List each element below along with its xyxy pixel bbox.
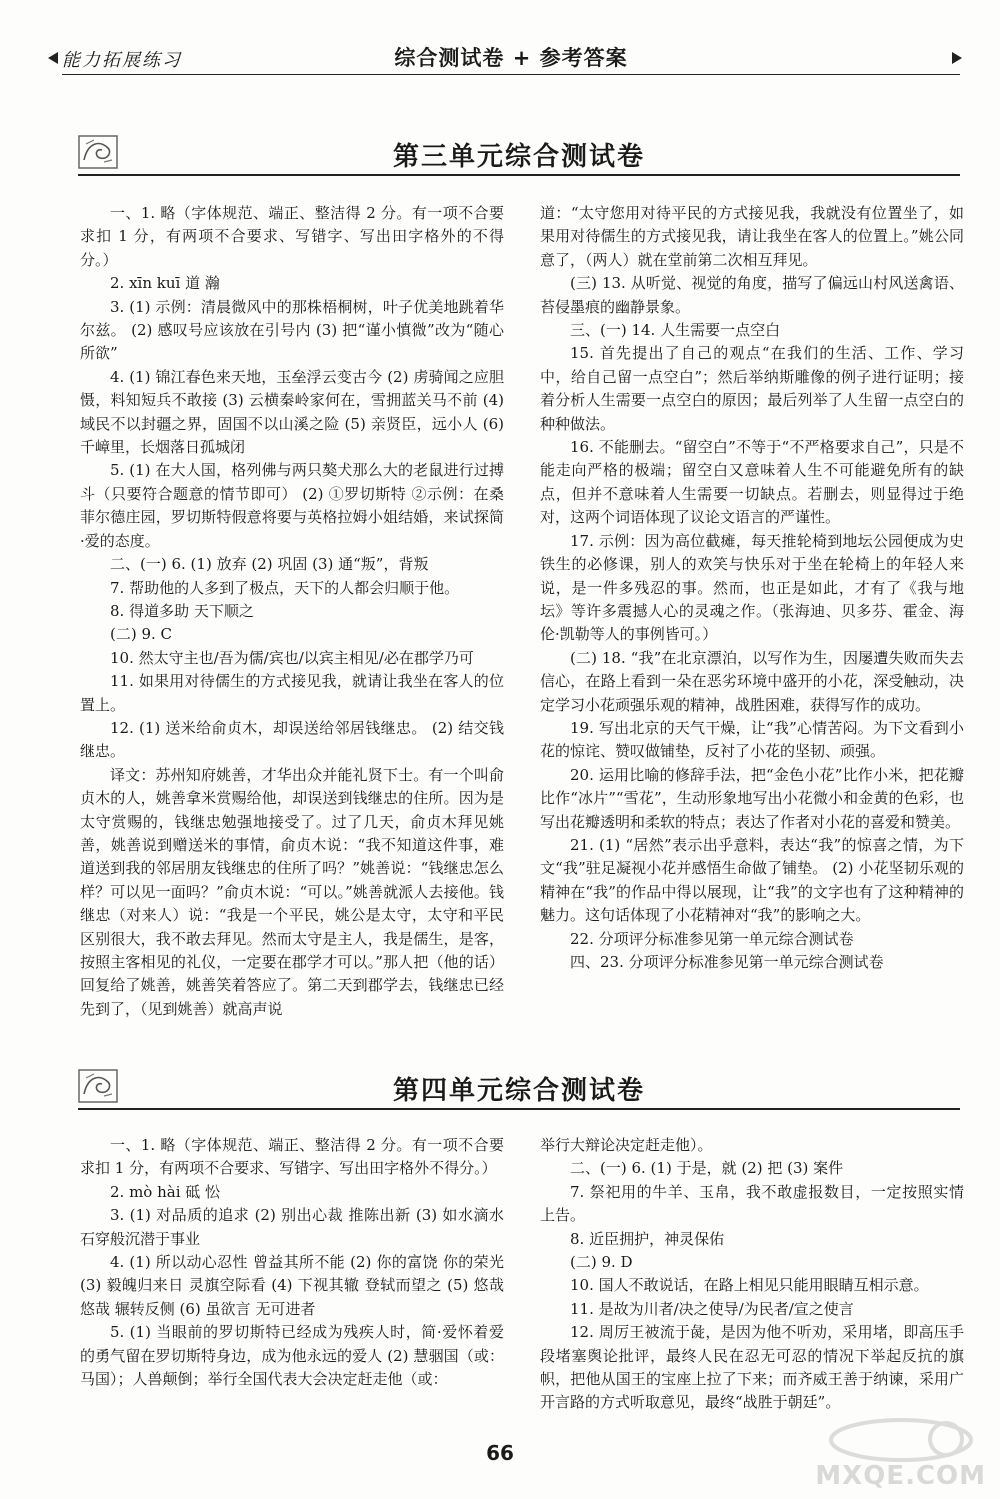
- watermark-text: MXQE.COM: [815, 1461, 986, 1491]
- answer-paragraph: 10. 国人不敢说话，在路上相见只能用眼睛互相示意。: [570, 1276, 929, 1295]
- answer-paragraph: 15. 首先提出了自己的观点“在我们的生活、工作、学习中，给自己留一点空白”；然后举纳斯雕像的例子进行证明；接着分析人生需要一点空白的原因；最后列举了人生留一点空白的种种做法。: [540, 344, 964, 433]
- answer-paragraph: 4. (1) 所以动心忍性 曾益其所不能 (2) 你的富饶 你的荣光 (3) 毅魄归来日 灵旗空际看 (4) 下视其辙 登轼而望之 (5) 悠哉悠哉 辗转反侧 (6) 虽欲言 无可进者: [80, 1253, 504, 1318]
- answer-paragraph: 三、(一) 14. 人生需要一点空白: [570, 321, 781, 340]
- answer-paragraph: 7. 帮助他的人多到了极点，天下的人都会归顺于他。: [110, 578, 460, 597]
- answer-paragraph: 2. xīn kuī 道 瀚: [110, 274, 220, 293]
- answer-paragraph: 19. 写出北京的天气干燥，让“我”心情苦闷。为下文看到小花的惊诧、赞叹做铺垫，反衬了小花的坚韧、顽强。: [540, 718, 964, 761]
- answer-paragraph: 8. 得道多助 天下顺之: [110, 601, 254, 620]
- answer-paragraph: 4. (1) 锦江春色来天地，玉垒浮云变古今 (2) 虏骑闻之应胆慑，料知短兵不敢接 (3) 云横秦岭家何在，雪拥蓝关马不前 (4) 域民不以封疆之界，固国不以山溪之险 (5) 亲贤臣，远小人 (6) 千嶂里，长烟落日孤城闭: [80, 367, 504, 457]
- answer-paragraph: 21. (1) “居然”表示出乎意料，表达“我”的惊喜之情，为下文“我”驻足凝视小花并感悟生命做了铺垫。 (2) 小花坚韧乐观的精神在“我”的作品中得以展现，让“我”的文字也有了这种精神的魅力。这句话体现了小花精神对“我”的影响之大。: [540, 835, 964, 925]
- answer-paragraph: 11. 如果用对待儒生的方式接见我，就请让我坐在客人的位置上。: [80, 672, 504, 714]
- watermark-logo-icon: [826, 1417, 976, 1463]
- answer-paragraph: 5. (1) 在大人国，格列佛与两只獒犬那么大的老鼠进行过搏斗（只要符合题意的情节即可） (2) ①罗切斯特 ②示例：在桑菲尔德庄园，罗切斯特假意将要与英格拉姆小姐结婚，来试探简·爱的态度。: [80, 461, 504, 550]
- unit4-title: 第四单元综合测试卷: [392, 1076, 645, 1106]
- answer-paragraph: 3. (1) 示例：清晨微风中的那株梧桐树，叶子优美地跳着华尔兹。 (2) 感叹号应该放在引号内 (3) 把“谨小慎微”改为“随心所欲”: [80, 297, 504, 363]
- answer-paragraph: 7. 祭祀用的牛羊、玉帛，我不敢虚报数目，一定按照实情上告。: [540, 1182, 964, 1225]
- unit3-title: 第三单元综合测试卷: [392, 142, 645, 172]
- answer-paragraph: 20. 运用比喻的修辞手法，把“金色小花”比作小米，把花瓣比作“冰片”“雪花”，生动形象地写出小花微小和金黄的色彩，也写出花瓣透明和柔软的特点；表达了作者对小花的喜爱和赞美。: [540, 765, 964, 831]
- page-number: 66: [486, 1441, 514, 1465]
- answer-paragraph: 3. (1) 对品质的追求 (2) 别出心裁 推陈出新 (3) 如水滴水石穿般沉潜于事业: [80, 1206, 504, 1248]
- answer-paragraph: 11. 是故为川者/决之使导/为民者/宣之使言: [570, 1299, 854, 1318]
- answer-paragraph: 一、1. 略（字体规范、端正、整洁得 2 分。有一项不合要求扣 1 分，有两项不合要求、写错字、写出田字格外不得分。）: [80, 1136, 504, 1178]
- answer-paragraph: 一、1. 略（字体规范、端正、整洁得 2 分。有一项不合要求扣 1 分，有两项不合要求、写错字、写出田字格外的不得分。）: [80, 204, 504, 269]
- translation-paragraph: 译文：苏州知府姚善，才华出众并能礼贤下士。有一个叫俞贞木的人，姚善拿米赏赐给他，却误送到钱继忠的住所。因为是太守赏赐的，钱继忠勉强地接受了。过了几天，俞贞木拜见姚善，姚善说到赠送米的事情，俞贞木说：“我不知道这件事，难道送到我的邻居朋友钱继忠的住所了吗？”姚善说：“钱继忠怎么样？可以见一面吗？”俞贞木说：“可以。”姚善就派人去接他。钱继忠（对来人）说：“我是一个平民，姚公是太守，太守和平民区别很大，我不敢去拜见。然而太守是主人，我是儒生，是客，按照主客相见的礼仪，一定要在郡学才可以。”那人把（他的话）回复给了姚善，姚善笑着答应了。第二天到郡学去，钱继忠已经先到了，（见到姚善）就高声说: [80, 765, 504, 1018]
- running-header: [62, 40, 960, 75]
- answer-paragraph: (二) 9. C: [110, 625, 173, 644]
- series-name: 能力拓展练习: [62, 50, 182, 71]
- running-title: 综合测试卷 + 参考答案: [394, 46, 628, 70]
- answer-paragraph: 四、23. 分项评分标准参见第一单元综合测试卷: [570, 953, 884, 971]
- answer-paragraph: (二) 9. D: [570, 1253, 633, 1272]
- answer-paragraph: (二) 18. “我”在北京漂泊，以写作为生，因屡遭失败而失去信心，在路上看到一朵在恶劣环境中盛开的小花，深受触动，决定学习小花顽强乐观的精神，战胜困难，获得写作的成功。: [540, 648, 964, 714]
- answer-paragraph: 10. 然太守主也/吾为儒/宾也/以宾主相见/必在郡学乃可: [110, 648, 474, 667]
- answer-paragraph: 道：“太守您用对待平民的方式接见我，我就没有位置坐了，如果用对待儒生的方式接见我，请让我坐在客人的位置上。”姚公同意了，（两人）就在堂前第二次相互拜见。: [540, 204, 964, 269]
- unit3-banner: [78, 134, 960, 176]
- answer-paragraph: 5. (1) 当眼前的罗切斯特已经成为残疾人时，简·爱怀着爱的勇气留在罗切斯特身边，成为他永远的爱人 (2) 慧骃国（或：马国）；人兽颠倒；举行全国代表大会决定赶走他（或：: [80, 1323, 504, 1389]
- answer-paragraph: (三) 13. 从听觉、视觉的角度，描写了偏远山村风送禽语、苔侵墨痕的幽静景象。: [540, 274, 964, 316]
- answer-paragraph: 二、(一) 6. (1) 放弃 (2) 巩固 (3) 通“叛”，背叛: [110, 555, 429, 574]
- unit3-left-column: [80, 202, 504, 1021]
- answer-paragraph: 12. 周厉王被流于彘，是因为他不听劝，采用堵，即高压手段堵塞舆论批评，最终人民在忍无可忍的情况下举起反抗的旗帜，把他从国王的宝座上拉了下来；而齐威王善于纳谏，采用广开言路的方式听取意见，最终“战胜于朝廷”。: [540, 1323, 964, 1412]
- answer-paragraph: 17. 示例：因为高位截瘫，每天推轮椅到地坛公园便成为史铁生的必修课，别人的欢笑与快乐对于坐在轮椅上的年轻人来说，是一件多残忍的事。然而，也正是如此，才有了《我与地坛》等许多震撼人心的灵魂之作。（张海迪、贝多芬、霍金、海伦·凯勒等人的事例皆可。）: [540, 531, 964, 644]
- unit4-right-column: [540, 1134, 964, 1415]
- answer-paragraph: 12. (1) 送米给俞贞木，却误送给邻居钱继忠。 (2) 结交钱继忠。: [80, 718, 504, 761]
- left-arrow-mark-icon: [48, 52, 58, 64]
- unit4-left-column: [80, 1134, 504, 1391]
- right-arrow-mark-icon: [952, 52, 962, 64]
- answer-paragraph: 22. 分项评分标准参见第一单元综合测试卷: [570, 929, 854, 948]
- unit4-banner: [78, 1068, 960, 1110]
- answer-paragraph: 8. 近臣拥护，神灵保佑: [570, 1229, 725, 1248]
- unit3-right-column: [540, 202, 964, 974]
- watermark: [766, 1417, 986, 1491]
- answer-paragraph: 举行大辩论决定赶走他）。: [540, 1136, 713, 1154]
- answer-paragraph: 16. 不能删去。“留空白”不等于“不严格要求自己”，只是不能走向严格的极端；留空白又意味着人生不可能避免所有的缺点，但并不意味着人生需要一切缺点。若删去，则显得过于绝对，这两个词语体现了议论文语言的严谨性。: [540, 438, 964, 527]
- answer-paragraph: 二、(一) 6. (1) 于是，就 (2) 把 (3) 案件: [570, 1159, 844, 1178]
- answer-paragraph: 2. mò hài 砥 忪: [110, 1182, 221, 1201]
